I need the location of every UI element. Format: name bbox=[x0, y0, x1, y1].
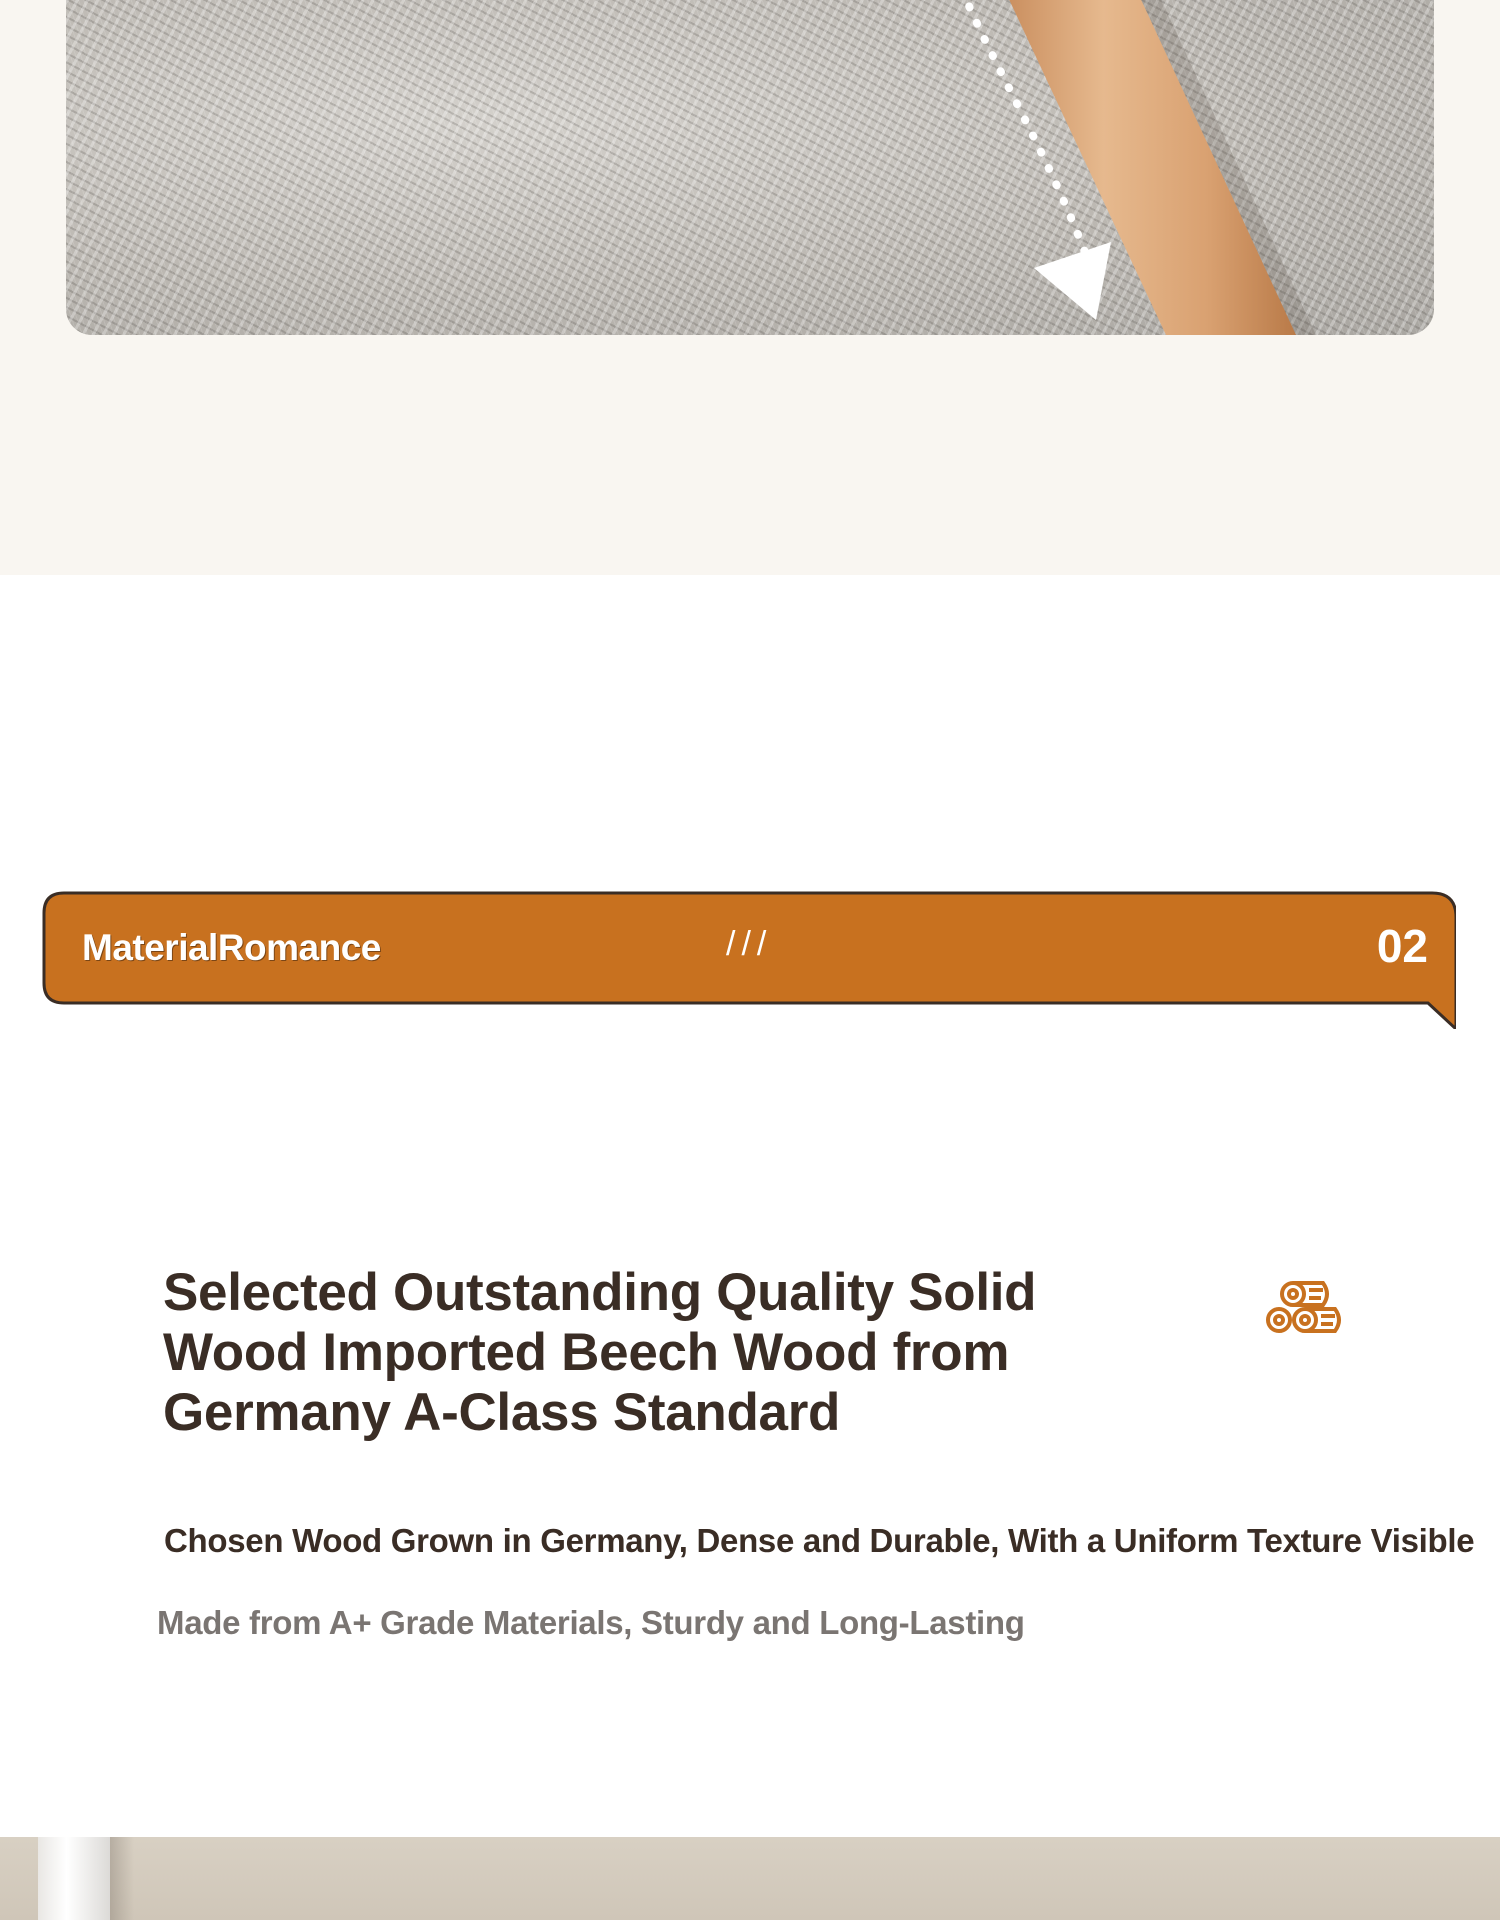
wood-logs-icon bbox=[1265, 1280, 1345, 1336]
carpet-photo bbox=[66, 0, 1434, 335]
white-post bbox=[38, 1837, 110, 1920]
banner-divider: /// bbox=[726, 925, 773, 963]
bottom-photo bbox=[0, 1837, 1500, 1920]
section-banner bbox=[42, 891, 1456, 1029]
arrow-head-icon bbox=[1034, 242, 1111, 320]
chair-leg-illustration bbox=[66, 0, 1434, 335]
section-number: 02 bbox=[1376, 920, 1428, 972]
feature-heading: Selected Outstanding Quality Solid Wood Imported Beech Wood from Germany A-Class Standard bbox=[163, 1263, 1037, 1442]
wooden-leg bbox=[1000, 0, 1296, 335]
feature-subheading: Chosen Wood Grown in Germany, Dense and Durable, With a Uniform Texture Visible bbox=[164, 1522, 1475, 1559]
top-section bbox=[0, 0, 1500, 575]
banner-title: MaterialRomance bbox=[82, 927, 381, 968]
feature-caption: Made from A+ Grade Materials, Sturdy and Long-Lasting bbox=[157, 1604, 1025, 1641]
